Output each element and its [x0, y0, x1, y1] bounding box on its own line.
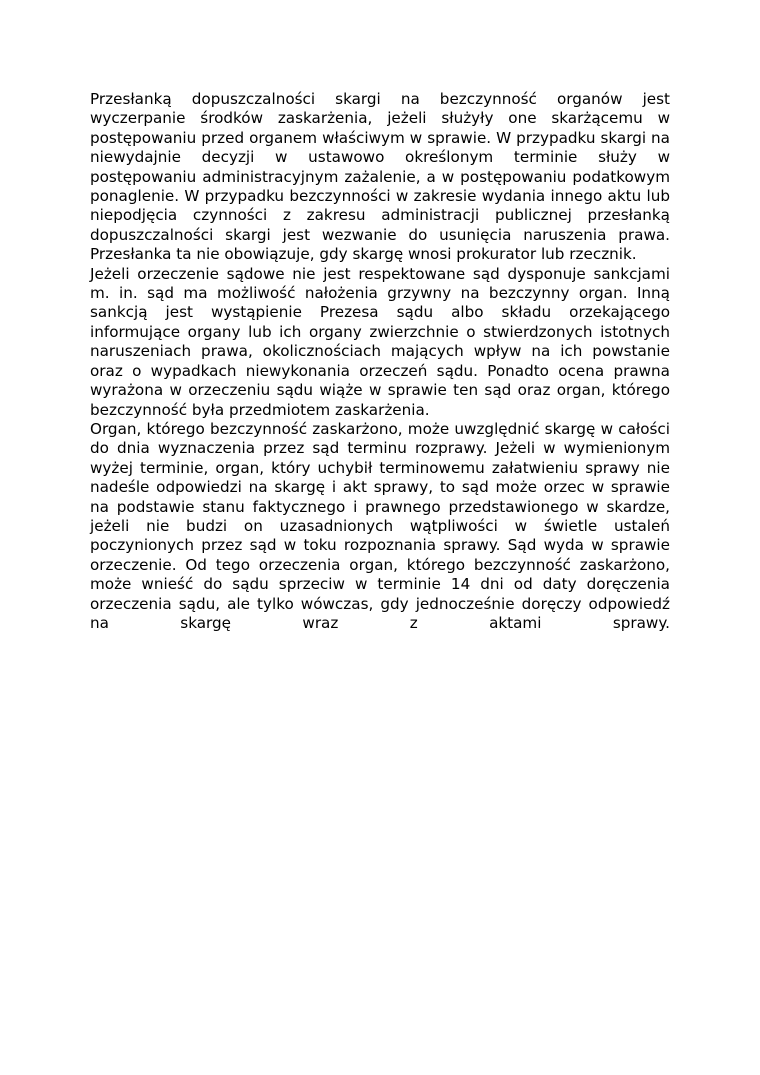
paragraph-skarga-przeslanka: Przesłanką dopuszczalności skargi na bezczynność organów jest wyczerpanie środków zaskarżenia, jeżeli służyły one skarżącemu w postępowaniu przed organem właściwym w sprawie. W przypadku skargi na niewydajnie decyzji w ustawowo określonym terminie służy w postępowaniu administracyjnym zażalenie, a w postępowaniu podatkowym ponaglenie. W przypadku bezczynności w zakresie wydania innego aktu lub niepodjęcia czynności z zakresu administracji publicznej przesłanką dopuszczalności skargi jest wezwanie do usunięcia naruszenia prawa. Przesłanka ta nie obowiązuje, gdy skargę wnosi prokurator lub rzecznik.: [90, 90, 670, 264]
paragraph-sankcje: Jeżeli orzeczenie sądowe nie jest respektowane sąd dysponuje sankcjami m. in. sąd ma możliwość nałożenia grzywny na bezczynny organ. Inną sankcją jest wystąpienie Prezesa sądu albo składu orzekającego informujące organy lub ich organy zwierzchnie o stwierdzonych istotnych naruszeniach prawa, okolicznościach mających wpływ na ich powstanie oraz o wypadkach niewykonania orzeczeń sądu. Ponadto ocena prawna wyrażona w orzeczeniu sądu wiąże w sprawie ten sąd oraz organ, którego bezczynność była przedmiotem zaskarżenia.: [90, 264, 670, 419]
paragraph-uwzglednienie-skargi: Organ, którego bezczynność zaskarżono, może uwzględnić skargę w całości do dnia wyznaczenia przez sąd terminu rozprawy. Jeżeli w wymienionym wyżej terminie, organ, który uchybił terminowemu załatwieniu sprawy nie nadeśle odpowiedzi na skargę i akt sprawy, to sąd może orzec w sprawie na podstawie stanu faktycznego i prawnego przedstawionego w skardze, jeżeli nie budzi on uzasadnionych wątpliwości w świetle ustaleń poczynionych przez sąd w toku rozpoznania sprawy. Sąd wyda w sprawie orzeczenie. Od tego orzeczenia organ, którego bezczynność zaskarżono, może wnieść do sądu sprzeciw w terminie 14 dni od daty doręczenia orzeczenia sądu, ale tylko wówczas, gdy jednocześnie doręczy odpowiedź na skargę wraz z aktami sprawy.: [90, 419, 670, 632]
document-body: [90, 90, 670, 633]
